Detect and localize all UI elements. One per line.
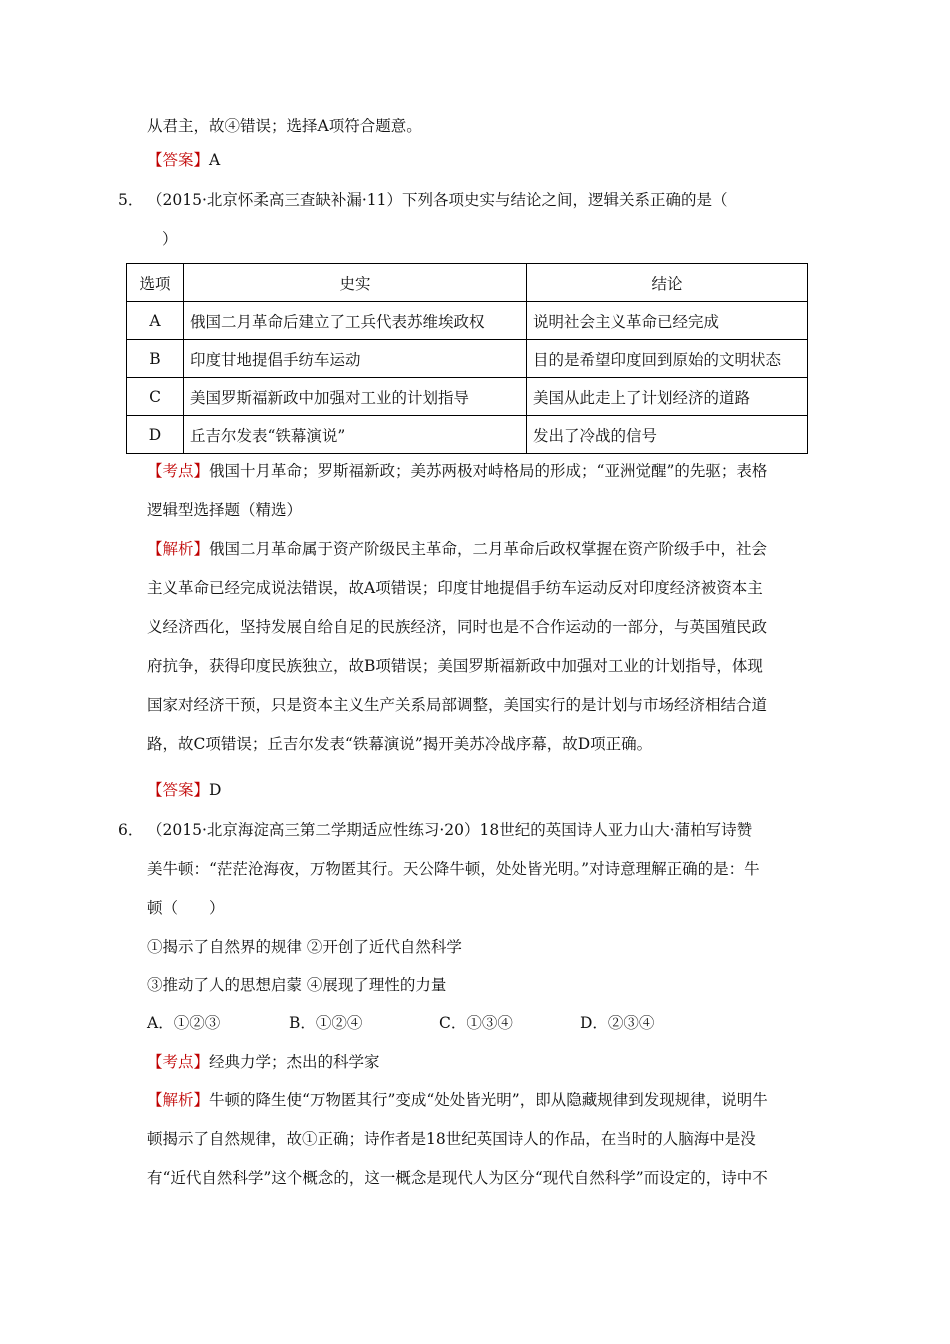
jiexi-tag: 【解析】 (147, 1091, 210, 1109)
jiexi-text: 牛顿的降生使“万物匿其行”变成“处处皆光明”，即从隐藏规律到发现规律，说明牛 (209, 1091, 768, 1109)
table-cell: 说明社会主义革命已经完成 (527, 302, 808, 340)
text-line: 有“近代自然科学”这个概念的，这一概念是现代人为区分“现代自然科学”而设定的，诗中不 (147, 1169, 768, 1187)
choice-items: ①揭示了自然界的规律 ②开创了近代自然科学 (147, 938, 462, 956)
table-header-cell: 史实 (184, 264, 527, 302)
answer-tag: 【答案】 (147, 781, 210, 799)
option-a: A．①②③ (147, 1014, 221, 1032)
table-cell: D (127, 416, 184, 454)
text-line: 顿揭示了自然规律，故①正确；诗作者是18世纪英国诗人的作品，在当时的人脑海中是没 (147, 1130, 756, 1148)
table-row (127, 340, 808, 378)
option-d: D．②③④ (580, 1014, 655, 1032)
answer-line (147, 780, 221, 800)
kaodian-tag: 【考点】 (147, 1053, 210, 1071)
jiexi-text: 俄国二月革命属于资产阶级民主革命，二月革命后政权掌握在资产阶级手中，社会 (209, 540, 768, 558)
table-cell: C (127, 378, 184, 416)
answer-tag: 【答案】 (147, 151, 210, 169)
table-header-cell: 结论 (527, 264, 808, 302)
kaodian-line (147, 461, 767, 481)
table-header-row (127, 264, 808, 302)
answer-value: A (209, 151, 221, 169)
table-header-cell: 选项 (127, 264, 184, 302)
kaodian-line (147, 1052, 380, 1072)
table-cell: 美国罗斯福新政中加强对工业的计划指导 (184, 378, 527, 416)
table-cell: A (127, 302, 184, 340)
text-line: 逻辑型选择题（精选） (147, 501, 303, 519)
question-6-stem: （2015·北京海淀高三第二学期适应性练习·20）18世纪的英国诗人亚力山大·蒲柏写诗赞 (147, 821, 753, 839)
option-b: B．①②④ (289, 1014, 363, 1032)
kaodian-text: 经典力学；杰出的科学家 (209, 1053, 380, 1071)
table-cell: 丘吉尔发表“铁幕演说” (184, 416, 527, 454)
jiexi-tag: 【解析】 (147, 540, 210, 558)
question-5-stem: （2015·北京怀柔高三查缺补漏·11）下列各项史实与结论之间，逻辑关系正确的是（ (147, 191, 728, 209)
table-row (127, 378, 808, 416)
text-line: 美牛顿：“茫茫沧海夜，万物匿其行。天公降牛顿，处处皆光明。”对诗意理解正确的是：牛 (147, 860, 760, 878)
table-cell: B (127, 340, 184, 378)
text-line: 顿（ ） (147, 899, 225, 917)
choice-items: ③推动了人的思想启蒙 ④展现了理性的力量 (147, 976, 447, 994)
text-line: 从君主，故④错误；选择A项符合题意。 (147, 117, 422, 135)
table-cell: 印度甘地提倡手纺车运动 (184, 340, 527, 378)
question-5-number: 5． (118, 191, 144, 209)
text-line: 主义革命已经完成说法错误，故A项错误；印度甘地提倡手纺车运动反对印度经济被资本主 (147, 579, 763, 597)
text-line: 府抗争，获得印度民族独立，故B项错误；美国罗斯福新政中加强对工业的计划指导，体现 (147, 657, 763, 675)
option-c: C．①③④ (439, 1014, 513, 1032)
jiexi-line (147, 539, 767, 559)
answer-line (147, 150, 220, 170)
text-line: 国家对经济干预，只是资本主义生产关系局部调整，美国实行的是计划与市场经济相结合道 (147, 696, 768, 714)
answer-value: D (209, 781, 222, 799)
table-row (127, 416, 808, 454)
kaodian-tag: 【考点】 (147, 462, 210, 480)
table-cell: 俄国二月革命后建立了工兵代表苏维埃政权 (184, 302, 527, 340)
table-row (127, 302, 808, 340)
jiexi-line (147, 1090, 768, 1110)
question-5-stem-end: ） (162, 230, 178, 248)
kaodian-text: 俄国十月革命；罗斯福新政；美苏两极对峙格局的形成；“亚洲觉醒”的先驱；表格 (209, 462, 768, 480)
text-line: 路，故C项错误；丘吉尔发表“铁幕演说”揭开美苏冷战序幕，故D项正确。 (147, 735, 653, 753)
question-5-table (126, 263, 808, 454)
question-6-number: 6． (118, 821, 144, 839)
text-line: 义经济西化，坚持发展自给自足的民族经济，同时也是不合作运动的一部分，与英国殖民政 (147, 618, 768, 636)
table-cell: 目的是希望印度回到原始的文明状态 (527, 340, 808, 378)
table-cell: 发出了冷战的信号 (527, 416, 808, 454)
table-cell: 美国从此走上了计划经济的道路 (527, 378, 808, 416)
